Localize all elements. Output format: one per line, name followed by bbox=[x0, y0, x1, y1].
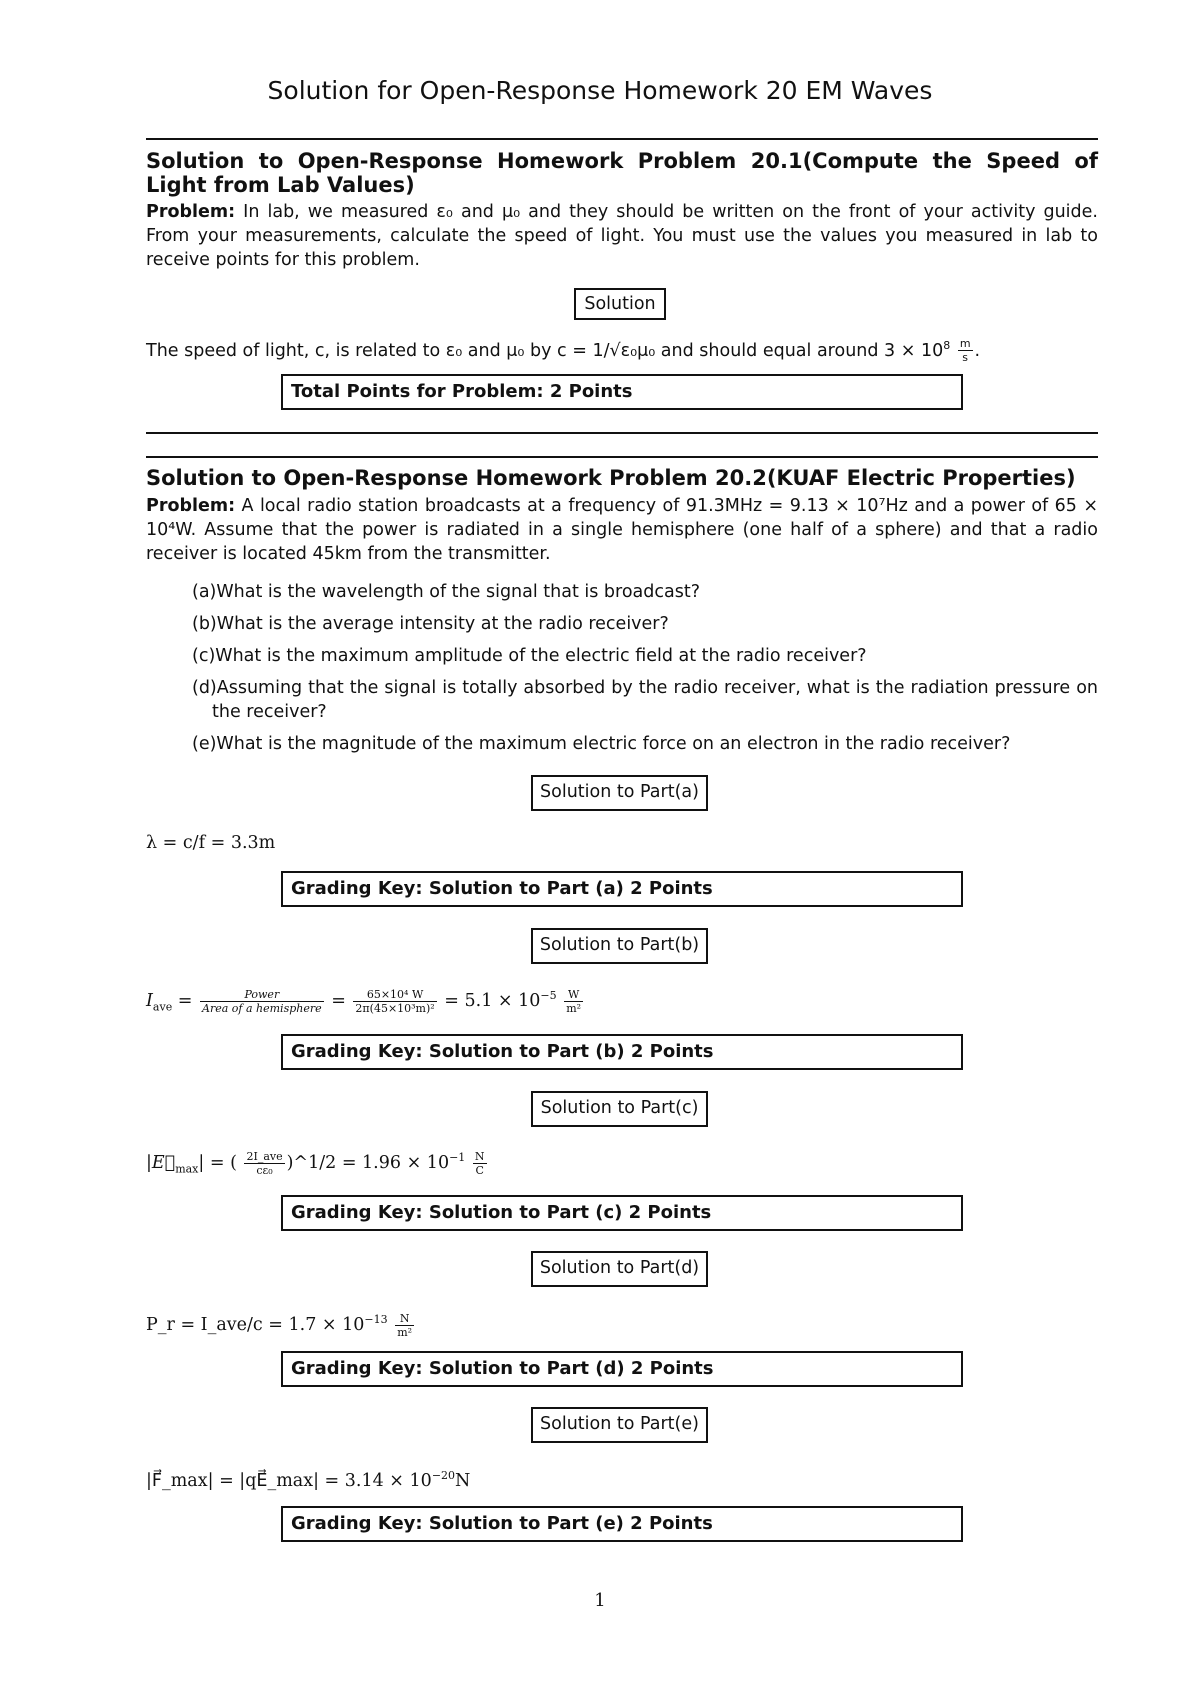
part-a-question: (a)What is the wavelength of the signal that is broadcast? bbox=[192, 582, 701, 602]
solution-part-e-box: Solution to Part(e) bbox=[531, 1407, 708, 1443]
part-b-question: (b)What is the average intensity at the radio receiver? bbox=[192, 614, 669, 634]
solution-box bbox=[574, 287, 666, 321]
problem-2-label: Problem: bbox=[146, 496, 236, 516]
top-rule bbox=[146, 138, 1098, 140]
page-number: 1 bbox=[594, 1590, 606, 1611]
grading-key-c: Grading Key: Solution to Part (c) 2 Points bbox=[281, 1195, 963, 1231]
grading-key-e: Grading Key: Solution to Part (e) 2 Points bbox=[281, 1506, 963, 1542]
part-d-question: (d)Assuming that the signal is totally absorbed by the radio receiver, what is the radiation pressure on the receiver? bbox=[192, 678, 1098, 722]
grading-key-a: Grading Key: Solution to Part (a) 2 Points bbox=[281, 871, 963, 907]
speed-exponent: 8 bbox=[943, 339, 951, 352]
section-rule-1 bbox=[146, 432, 1098, 434]
part-a-equation: λ = c/f = 3.3m bbox=[146, 833, 276, 853]
part-c-equation: $|E⃗_{max}|$ = ( $\frac{\text{2I\_ave}}{\text{cε₀}}$ )^1/2 = $1.96 \times 10^{-1}$ $\frac{N}{C}$ bbox=[146, 1149, 485, 1177]
speed-unit: $\frac{m}{s}$ bbox=[959, 337, 971, 365]
speed-of-light-relation: The speed of light, c, is related to ε₀ and μ₀ by c = 1/√ε₀μ₀ and should equal around 3 × 10 bbox=[146, 340, 944, 361]
problem-1-total-points: Total Points for Problem: 2 Points bbox=[281, 374, 963, 410]
problem-1-text: In lab, we measured ε₀ and μ₀ and they should be written on the front of your activity guide. From your measurements, calculate the speed of light. You must use the values you measured in lab to receive points for this problem. bbox=[146, 202, 1098, 270]
part-e-equation: |F⃗_max| = |qE⃗_max| = $3.14 \times 10^{-20}N$ bbox=[146, 1469, 471, 1491]
section-rule-2 bbox=[146, 456, 1098, 458]
solution-part-d-box: Solution to Part(d) bbox=[531, 1251, 708, 1287]
problem-1-title: Solution to Open-Response Homework Problem 20.1(Compute the Speed of Light from Lab Values) bbox=[146, 149, 1098, 197]
solution-part-a-box: Solution to Part(a) bbox=[531, 775, 708, 811]
solution-part-c-box: Solution to Part(c) bbox=[531, 1091, 708, 1127]
page-title: Solution for Open-Response Homework 20 EM Waves bbox=[267, 76, 933, 105]
grading-key-b: Grading Key: Solution to Part (b) 2 Points bbox=[281, 1034, 963, 1070]
problem-2-statement bbox=[146, 494, 1098, 566]
solution-label: Solution bbox=[574, 288, 665, 320]
problem-1-label: Problem: bbox=[146, 202, 236, 222]
problem-1-statement bbox=[146, 200, 1098, 272]
part-e-question: (e)What is the magnitude of the maximum electric force on an electron in the radio receiver? bbox=[192, 734, 1011, 754]
problem-2-title: Solution to Open-Response Homework Problem 20.2(KUAF Electric Properties) bbox=[146, 466, 1076, 490]
part-c-question: (c)What is the maximum amplitude of the electric field at the radio receiver? bbox=[192, 646, 867, 666]
problem-2-text: A local radio station broadcasts at a frequency of 91.3MHz = 9.13 × 10⁷Hz and a power of 65 × 10⁴W. Assume that the power is radiated in a single hemisphere (one half of a sphere) and that a radio receiver is located 45km from the transmitter. bbox=[146, 496, 1098, 564]
solution-part-b-box: Solution to Part(b) bbox=[531, 928, 708, 964]
grading-key-d: Grading Key: Solution to Part (d) 2 Points bbox=[281, 1351, 963, 1387]
part-d-equation: P_r = I_ave/c = $1.7 \times 10^{-13}$ $\frac{N}{\text{m²}}$ bbox=[146, 1311, 413, 1339]
part-b-equation: $I_{ave}$ = $\frac{\text{Power}}{\text{Area of a hemisphere}}$ = $\frac{\text{65×10⁴ W}}{\text{2π(45×10³m)²}}$ = $5.1 \times 10^{-5}$ $\frac{W}{\text{m²}}$ bbox=[146, 987, 582, 1015]
problem-1-solution-text: The speed of light, c, is related to ε₀ and μ₀ by c = 1/√ε₀μ₀ and should equal around $3 \times 10^8$ $\frac{m}{s}$ . bbox=[146, 337, 981, 365]
